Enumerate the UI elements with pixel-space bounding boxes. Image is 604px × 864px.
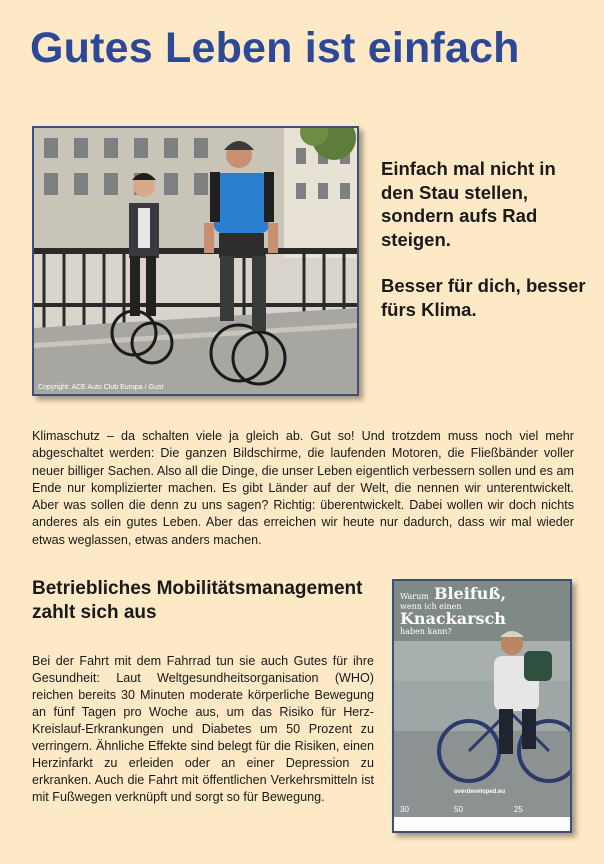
- poster-haben: haben kann?: [400, 626, 452, 636]
- tagline-line-1: Einfach mal nicht in den Stau stellen, sondern aufs Rad steigen.: [381, 158, 556, 250]
- cyclists-photo: [32, 126, 359, 396]
- poster-knackarsch: Knackarsch: [400, 609, 506, 629]
- page-title: Gutes Leben ist einfach: [30, 24, 520, 72]
- campaign-poster: [392, 579, 572, 833]
- poster-url: overdeveloped.eu: [454, 789, 506, 795]
- poster-footer-bar: [394, 817, 570, 831]
- poster-bleifuss: Bleifuß,: [433, 584, 507, 603]
- tagline: [381, 157, 591, 344]
- photo-copyright: Copyright: ACE Auto Club Europa / Gust: [38, 384, 164, 391]
- poster-warum: Warum: [400, 592, 429, 601]
- tagline-line-2: Besser für dich, besser fürs Klima.: [381, 275, 586, 320]
- svg-text:50: 50: [454, 805, 463, 814]
- intro-paragraph: Klimaschutz – da schalten viele ja gleich ab. Gut so! Und trotzdem muss noch viel mehr abgeschaltet werden: Die ganzen Bildschirme, die laufenden Motoren, die Fließbänder voller neuer billiger Sachen. Also all die Dinge, die unser Leben eigentlich verbessern sollen und es am Ende nur komplizierter machen. Es gibt Länder auf der Welt, die nennen wir unterentwickelt. Aber was sollen die denn zu uns sagen? Richtig: überentwickelt. Dabei wollen wir doch nichts anderes als ein gutes Leben. Aber das erreichen wir heute nur dadurch, dass wir mal wieder etwas weglassen, etwas anders machen.: [32, 429, 574, 547]
- svg-text:30: 30: [400, 805, 409, 814]
- poster-wenn: wenn ich einen: [400, 601, 462, 611]
- svg-text:25: 25: [514, 805, 523, 814]
- section-body: Bei der Fahrt mit dem Fahrrad tun sie auch Gutes für ihre Gesundheit: Laut Weltgesundheitsorganisation (WHO) reichen bereits 30 Minuten moderate körperliche Bewegung an fünf Tagen pro Woche aus, um das Risiko für Herz-Kreislauf-Erkrankungen und Diabetes um 50 Prozent zu verringern. Ähnliche Effekte sind belegt für die Risiken, einen Herzinfarkt zu erleiden oder an einer Depression zu erkranken. Auch die Fahrt mit öffentlichen Verkehrsmitteln ist mit Fußwegen verknüpft und sorgt so für Bewegung.: [32, 654, 374, 804]
- poster-headline: [400, 586, 506, 636]
- section-heading: Betriebliches Mobilitätsmanagement zahlt sich aus: [32, 578, 363, 623]
- cyclists-photo-illustration: [34, 128, 357, 394]
